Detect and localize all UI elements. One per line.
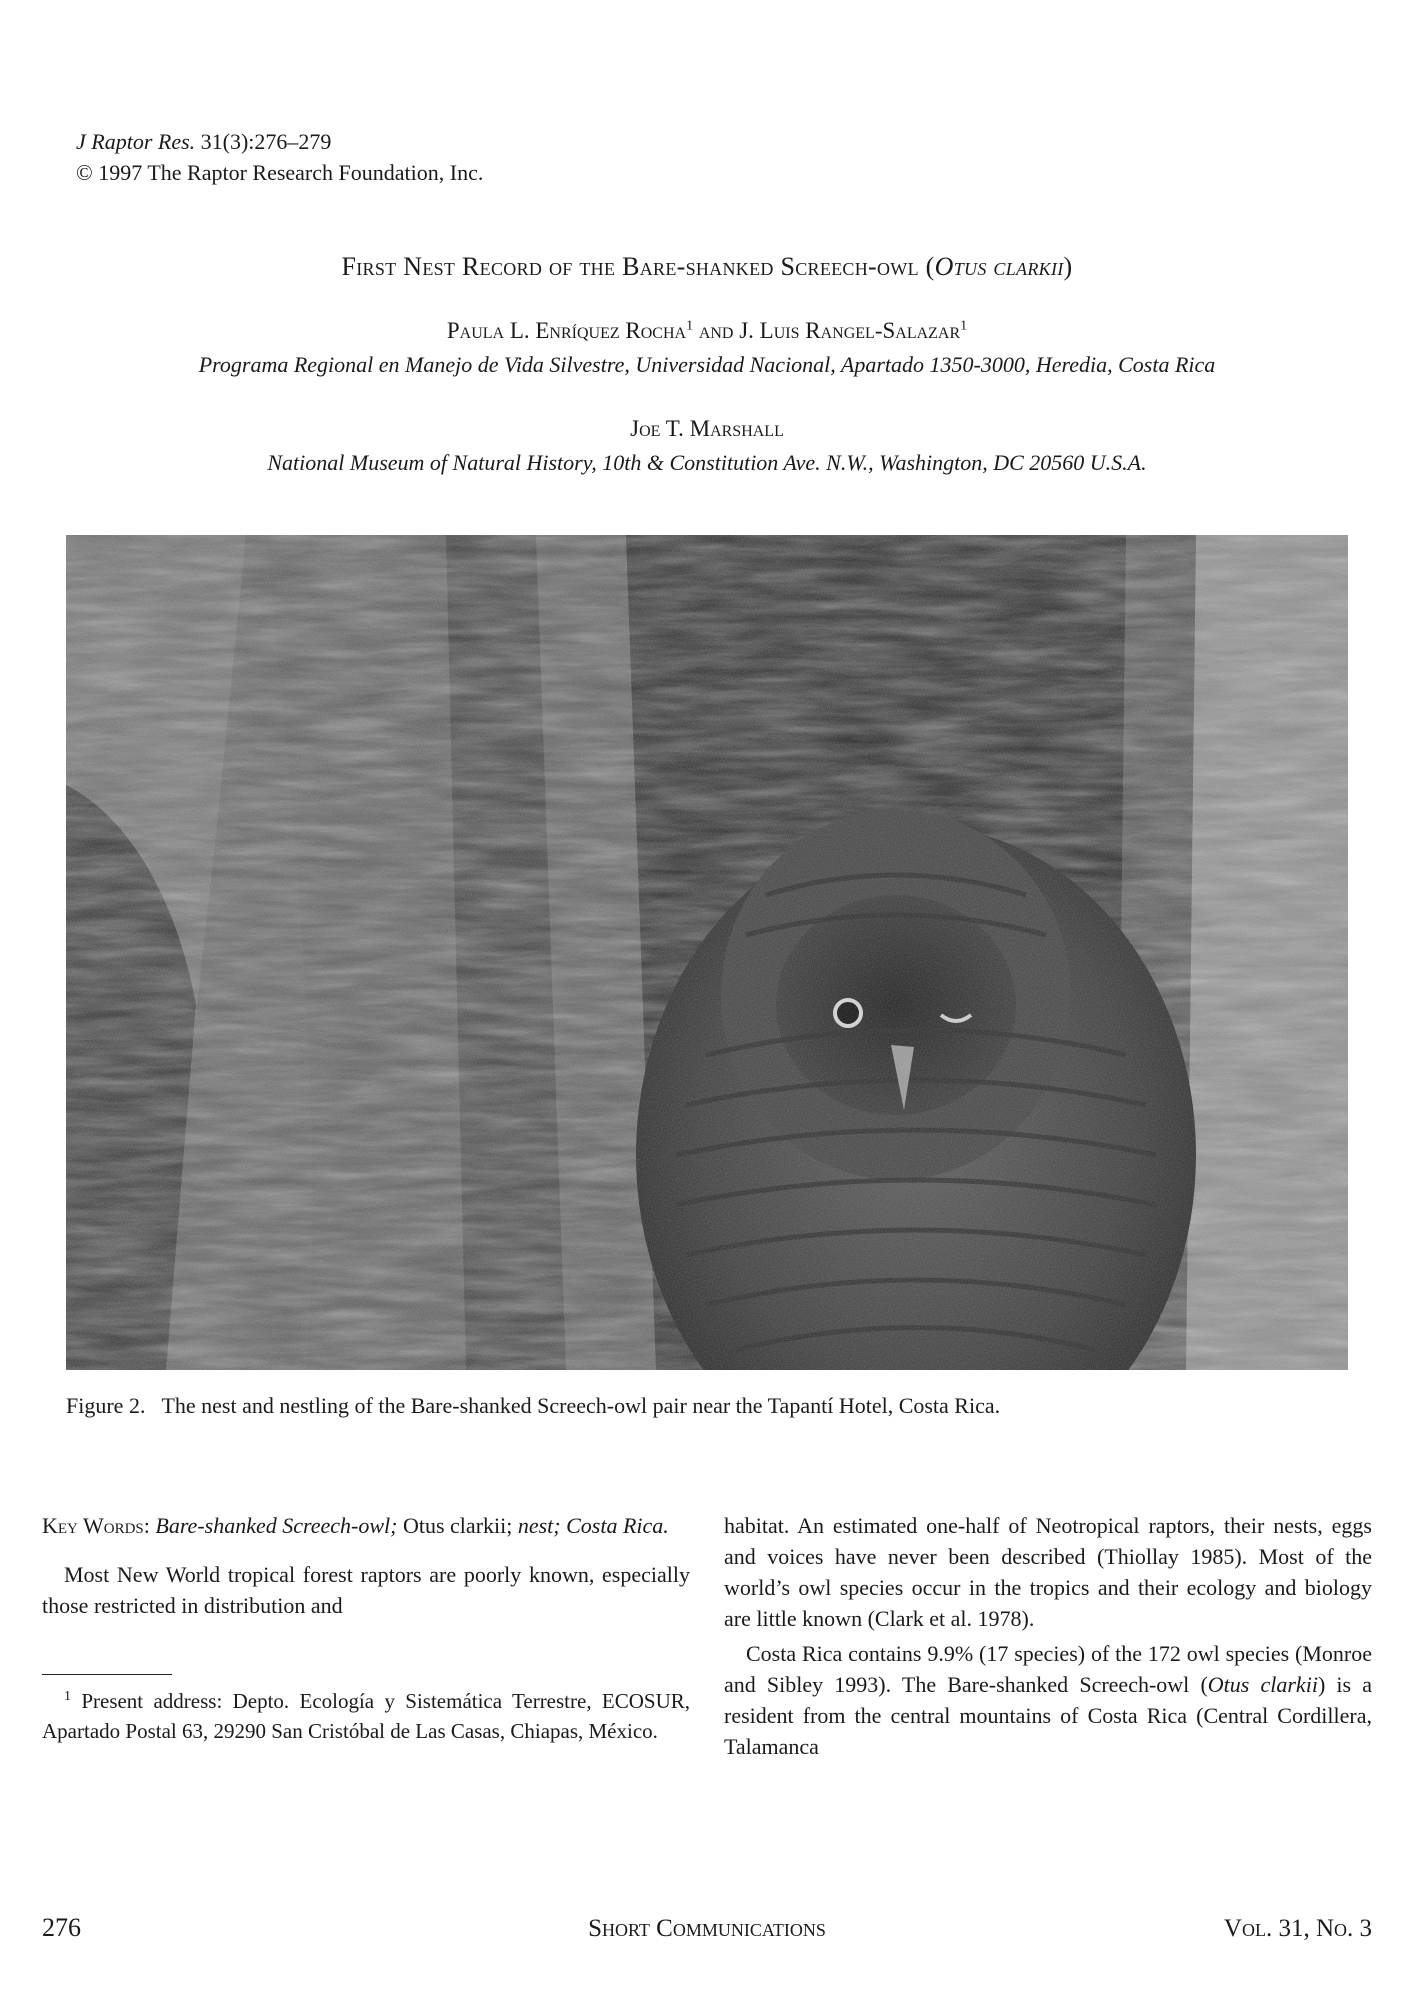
body-paragraph-3-end: ) is a resident from the central mountains of Costa Rica (Central Cordillera, Talamanca bbox=[724, 1672, 1373, 1759]
journal-abbrev: J Raptor Res. bbox=[76, 129, 196, 154]
article-title bbox=[0, 252, 1414, 282]
body-paragraph-3 bbox=[724, 1638, 1372, 1762]
author-2-sup: 1 bbox=[960, 318, 968, 334]
figure-caption-text: The nest and nestling of the Bare-shanked Screech-owl pair near the Tapantí Hotel, Costa Rica. bbox=[161, 1393, 1001, 1418]
author-1-sup: 1 bbox=[686, 318, 694, 334]
body-paragraph-1: Most New World tropical forest raptors are poorly known, especially those restricted in distribution and bbox=[42, 1562, 690, 1618]
title-species: Otus clarkii bbox=[934, 252, 1064, 281]
title-close: ) bbox=[1063, 252, 1073, 281]
owl-nest-photograph bbox=[66, 535, 1348, 1370]
journal-header bbox=[76, 126, 483, 188]
footnote-rule bbox=[42, 1674, 172, 1675]
key-words-label: Key Words: bbox=[42, 1513, 150, 1538]
page-number: 276 bbox=[42, 1913, 81, 1942]
key-word-3: nest; Costa Rica. bbox=[517, 1513, 669, 1538]
right-column bbox=[724, 1510, 1372, 1762]
copyright-line: © 1997 The Raptor Research Foundation, Inc. bbox=[76, 160, 484, 185]
left-column bbox=[42, 1510, 690, 1621]
figure-label: Figure 2. bbox=[66, 1393, 146, 1418]
author-3: Joe T. Marshall bbox=[630, 416, 784, 441]
running-head: Short Communications bbox=[588, 1915, 826, 1942]
journal-citation: 31(3):276–279 bbox=[200, 129, 332, 154]
author-1: Paula L. Enríquez Rocha bbox=[446, 318, 687, 343]
author-2: J. Luis Rangel-Salazar bbox=[739, 318, 961, 343]
footnote-text: Present address: Depto. Ecología y Sistemática Terrestre, ECOSUR, Apartado Postal 63, 29290 San Cristóbal de Las Casas, Chiapas, México. bbox=[42, 1689, 690, 1743]
key-word-2: Otus clarkii; bbox=[397, 1513, 518, 1538]
footnote bbox=[42, 1686, 690, 1746]
body-paragraph-3-start: Costa Rica contains 9.9% (17 species) of the 172 owl species (Monroe and Sibley 1993). The Bare-shanked Screech-owl ( bbox=[724, 1641, 1372, 1697]
body-paragraph-2: habitat. An estimated one-half of Neotropical raptors, their nests, eggs and voices have never been described (Thiollay 1985). Most of the world’s owl species occur in the tropics and their ecology and biology are little known (Clark et al. 1978). bbox=[724, 1513, 1372, 1631]
key-word-1: Bare-shanked Screech-owl; bbox=[155, 1513, 398, 1538]
author-line-1 bbox=[0, 318, 1414, 344]
key-words bbox=[42, 1510, 690, 1541]
figure-caption bbox=[66, 1393, 1000, 1419]
body-species: Otus clarkii bbox=[1207, 1672, 1318, 1697]
volume-issue: Vol. 31, No. 3 bbox=[1223, 1915, 1372, 1942]
affiliation-2: National Museum of Natural History, 10th & Constitution Ave. N.W., Washington, DC 20560 U.S.A. bbox=[267, 450, 1147, 475]
footnote-mark: 1 bbox=[64, 1689, 71, 1704]
author-joiner: and bbox=[693, 318, 740, 343]
title-text: First Nest Record of the Bare-shanked Screech-owl ( bbox=[341, 252, 935, 281]
affiliation-1: Programa Regional en Manejo de Vida Silvestre, Universidad Nacional, Apartado 1350-3000, Heredia, Costa Rica bbox=[198, 352, 1216, 377]
